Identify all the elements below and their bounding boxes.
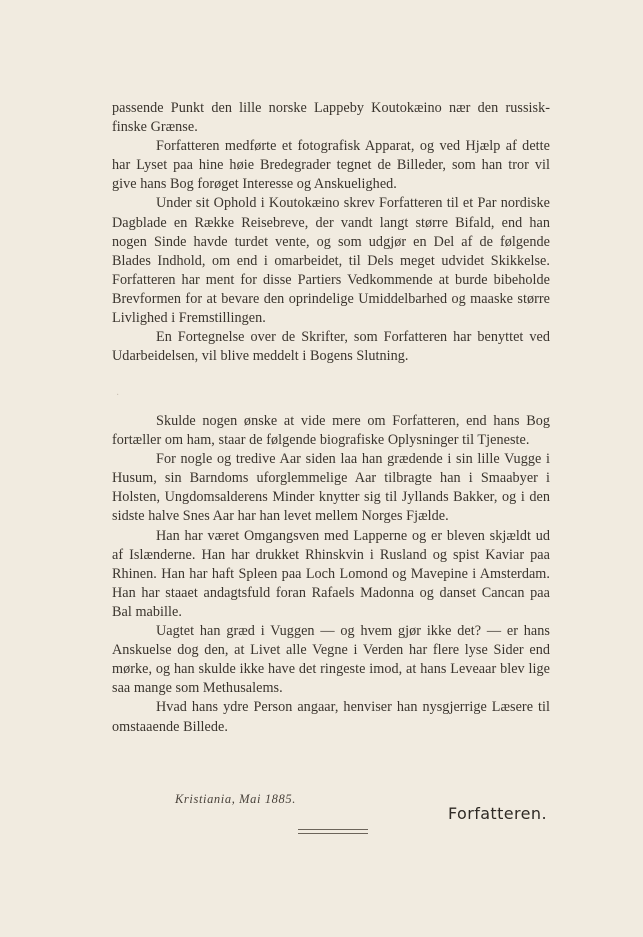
closing-rule-bottom xyxy=(298,833,368,834)
closing-rule-top xyxy=(298,829,368,830)
page-speck: · xyxy=(116,390,120,401)
preface-section-1 xyxy=(112,99,550,366)
paragraph-7: Han har været Omgangsven med Lapperne og er bleven skjældt ud af Islænderne. Han har drukket Rhinskvin i Rusland og spist Kaviar paa Rhinen. Han har haft Spleen paa Loch Lomond og Mavepine i Amsterdam. Han har staaet andagtsfuld foran Rafaels Madonna og danset Cancan paa Bal mabille. xyxy=(112,527,550,620)
paragraph-1: passende Punkt den lille norske Lappeby Koutokæino nær den russisk-finske Grænse. xyxy=(112,100,550,136)
paragraph-9: Hvad hans ydre Person angaar, henviser han nysgjerrige Læsere til omstaaende Billede. xyxy=(112,699,550,735)
paragraph-6: For nogle og tredive Aar siden laa han grædende i sin lille Vugge i Husum, sin Barndoms uforglemmelige Aar tilbragte han i Smaabyer i Holsten, Ungdomsalderens Minder knytter sig til Jyllands Bakker, og i den sidste halve Snes Aar har han levet mellem Norges Fjælde. xyxy=(112,451,550,525)
preface-section-2 xyxy=(112,412,550,737)
paragraph-2: Forfatteren medførte et fotografisk Apparat, og ved Hjælp af dette har Lyset paa hine høie Bredegrader tegnet de Billeder, som han tror vil give hans Bog forøget Interesse og Anskuelighed. xyxy=(112,138,550,193)
paragraph-4: En Fortegnelse over de Skrifter, som Forfatteren har benyttet ved Udarbeidelsen, vil blive meddelt i Bogens Slutning. xyxy=(112,329,550,365)
place-and-date: Kristiania, Mai 1885. xyxy=(175,792,296,806)
paragraph-3: Under sit Ophold i Koutokæino skrev Forfatteren til et Par nordiske Dagblade en Række Reisebreve, der vandt langt større Bifald, end han nogen Sinde havde turdet vente, og som udgjør en Del af de følgende Blades Indhold, om end i omarbeidet, til Dels meget udvidet Skikkelse. Forfatteren har ment for disse Partiers Vedkommende at burde bibeholde Brevformen for at bevare den oprindelige Umiddelbarhed og maaske større Livlighed i Fremstillingen. xyxy=(112,195,550,327)
author-signature: Forfatteren. xyxy=(448,804,547,823)
paragraph-8: Uagtet han græd i Vuggen — og hvem gjør ikke det? — er hans Anskuelse dog den, at Livet alle Vegne i Verden har flere lyse Sider end mørke, og han skulde ikke have det ringeste imod, at hans Leveaar blev lige saa mange som Methusalems. xyxy=(112,623,550,697)
paragraph-5: Skulde nogen ønske at vide mere om Forfatteren, end hans Bog fortæller om ham, staar de følgende biografiske Oplysninger til Tjeneste. xyxy=(112,413,550,449)
